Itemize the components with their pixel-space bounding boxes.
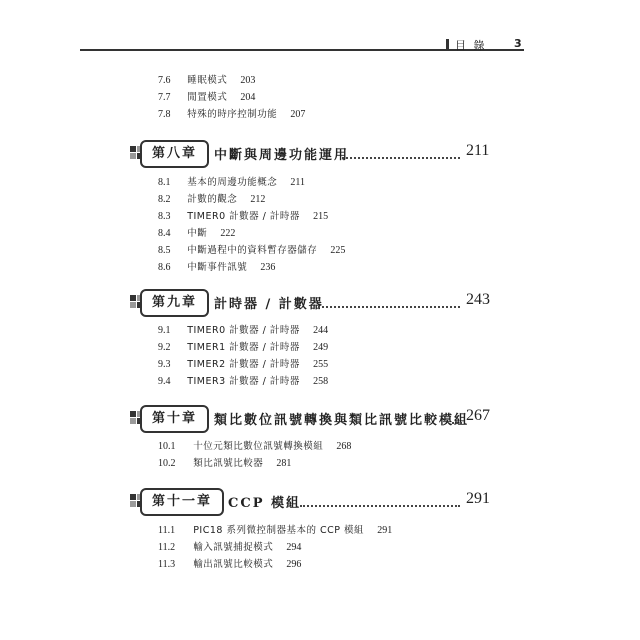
toc-entry[interactable]: [158, 92, 255, 104]
entry-title: PIC18 系列微控制器基本的 CCP 模組: [193, 525, 364, 536]
chapter-title: 計時器 / 計數器: [214, 297, 324, 312]
entry-number: 10.2: [158, 458, 176, 469]
toc-entry[interactable]: [158, 194, 265, 206]
entry-title: 輸出訊號比較模式: [193, 559, 274, 570]
chapter-heading-8[interactable]: [130, 140, 494, 168]
dot-leader: [300, 505, 460, 507]
entry-title: 計數的觀念: [187, 194, 238, 205]
entry-number: 11.2: [158, 542, 176, 553]
entry-page: 207: [290, 109, 306, 120]
entry-page: 291: [377, 525, 393, 536]
toc-entry[interactable]: [158, 262, 275, 274]
chapter-label: 第八章: [140, 140, 209, 168]
entry-number: 8.3: [158, 211, 171, 222]
entry-number: 8.1: [158, 177, 171, 188]
entry-number: 7.8: [158, 109, 171, 120]
toc-entry[interactable]: [158, 177, 305, 189]
entry-page: 255: [313, 359, 329, 370]
toc-entry[interactable]: [158, 211, 328, 223]
entry-number: 10.1: [158, 441, 176, 452]
chapter-title: 類比數位訊號轉換與類比訊號比較模組: [214, 413, 470, 428]
entry-title: 基本的周邊功能概念: [187, 177, 278, 188]
entry-page: 294: [286, 542, 302, 553]
entry-title: 中斷事件訊號: [187, 262, 248, 273]
entry-title: 十位元類比數位訊號轉換模組: [193, 441, 324, 452]
toc-entry[interactable]: [158, 325, 328, 337]
entry-title: TIMER3 計數器 / 計時器: [187, 376, 300, 387]
toc-entry[interactable]: [158, 109, 305, 121]
entry-number: 8.4: [158, 228, 171, 239]
entry-number: 11.3: [158, 559, 176, 570]
entry-page: 225: [330, 245, 346, 256]
entry-title: 類比訊號比較器: [193, 458, 264, 469]
chapter-page: 243: [466, 291, 490, 308]
entry-page: 203: [240, 75, 256, 86]
entry-title: TIMER2 計數器 / 計時器: [187, 359, 300, 370]
header-title: 目 錄: [455, 39, 487, 52]
entry-page: 212: [250, 194, 266, 205]
toc-entry[interactable]: [158, 542, 301, 554]
entry-page: 249: [313, 342, 329, 353]
entry-page: 244: [313, 325, 329, 336]
toc-entry[interactable]: [158, 458, 291, 470]
entry-title: 中斷過程中的資料暫存器儲存: [187, 245, 318, 256]
entry-page: 204: [240, 92, 256, 103]
entry-title: 閒置模式: [187, 92, 228, 103]
entry-page: 215: [313, 211, 329, 222]
chapter-page: 267: [466, 407, 490, 424]
entry-page: 222: [220, 228, 236, 239]
chapter-page: 291: [466, 490, 490, 507]
entry-title: TIMER1 計數器 / 計時器: [187, 342, 300, 353]
toc-entry[interactable]: [158, 359, 328, 371]
entry-page: 296: [286, 559, 302, 570]
header-page-number: 3: [514, 37, 522, 50]
chapter-heading-11[interactable]: [130, 488, 494, 516]
toc-entry[interactable]: [158, 559, 301, 571]
entry-number: 8.6: [158, 262, 171, 273]
entry-page: 268: [336, 441, 352, 452]
entry-number: 7.6: [158, 75, 171, 86]
entry-title: 輸入訊號捕捉模式: [193, 542, 274, 553]
chapter-title: 中斷與周邊功能運用: [214, 148, 350, 163]
toc-entry[interactable]: [158, 75, 255, 87]
toc-entry[interactable]: [158, 441, 351, 453]
entry-number: 8.2: [158, 194, 171, 205]
chapter-label: 第十一章: [140, 488, 224, 516]
entry-number: 9.4: [158, 376, 171, 387]
dot-leader: [452, 422, 462, 424]
dot-leader: [342, 157, 460, 159]
entry-title: 中斷: [187, 228, 208, 239]
chapter-page: 211: [466, 142, 490, 159]
header-bar-marker: [446, 39, 449, 50]
dot-leader: [318, 306, 460, 308]
chapter-heading-10[interactable]: [130, 405, 494, 433]
entry-title: 睡眠模式: [187, 75, 228, 86]
entry-title: TIMER0 計數器 / 計時器: [187, 211, 300, 222]
entry-page: 211: [290, 177, 306, 188]
entry-number: 7.7: [158, 92, 171, 103]
toc-entry[interactable]: [158, 245, 345, 257]
toc-entry[interactable]: [158, 228, 235, 240]
entry-title: 特殊的時序控制功能: [187, 109, 278, 120]
chapter-label: 第十章: [140, 405, 209, 433]
entry-number: 8.5: [158, 245, 171, 256]
toc-entry[interactable]: [158, 525, 392, 537]
entry-page: 258: [313, 376, 329, 387]
entry-number: 11.1: [158, 525, 176, 536]
toc-entry[interactable]: [158, 376, 328, 388]
entry-title: TIMER0 計數器 / 計時器: [187, 325, 300, 336]
chapter-title: CCP 模組: [228, 496, 301, 511]
toc-entry[interactable]: [158, 342, 328, 354]
entry-number: 9.2: [158, 342, 171, 353]
chapter-label: 第九章: [140, 289, 209, 317]
entry-number: 9.1: [158, 325, 171, 336]
entry-page: 281: [276, 458, 292, 469]
entry-page: 236: [260, 262, 276, 273]
entry-number: 9.3: [158, 359, 171, 370]
chapter-heading-9[interactable]: [130, 289, 494, 317]
